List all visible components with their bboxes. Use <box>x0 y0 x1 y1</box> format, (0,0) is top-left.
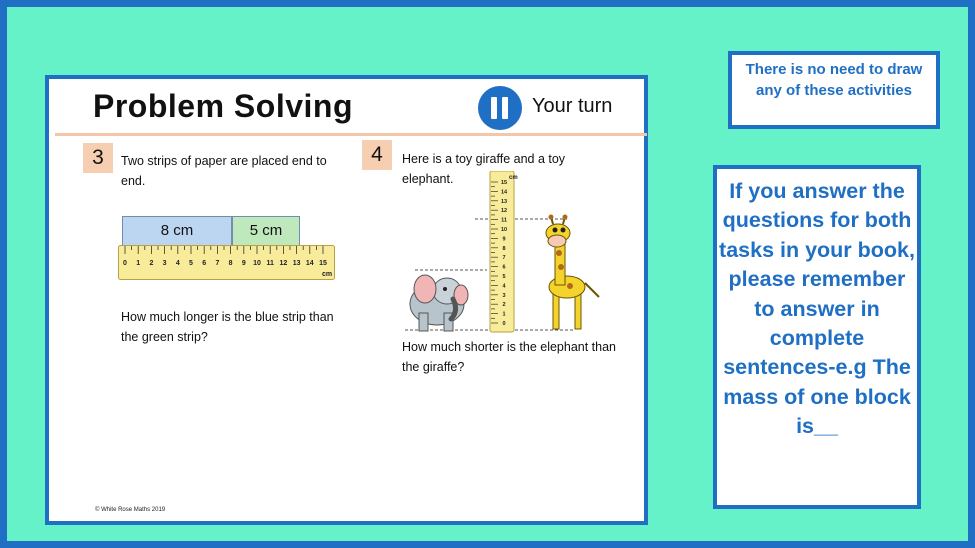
ruler-number: 2 <box>502 302 506 309</box>
ruler-number: 15 <box>319 260 327 267</box>
ruler-horizontal <box>118 245 336 281</box>
ruler-number: 13 <box>500 198 508 205</box>
page-title: Problem Solving <box>93 88 353 124</box>
green-strip: 5 cm <box>232 216 300 246</box>
elephant-icon <box>410 275 468 331</box>
ruler-number: 8 <box>228 260 233 267</box>
question-3-text: How much longer is the blue strip than the green strip? <box>121 310 334 344</box>
worksheet-panel <box>45 75 648 525</box>
your-turn-label: Your turn <box>532 95 613 117</box>
question-4-number: 4 <box>362 140 392 170</box>
ruler-number: 6 <box>502 264 506 271</box>
blue-strip: 8 cm <box>122 216 232 246</box>
ruler-number: 11 <box>266 260 274 267</box>
ruler-number: 14 <box>500 189 508 196</box>
copyright-footer: © White Rose Maths 2019 <box>95 507 166 513</box>
ruler-number: 4 <box>502 283 506 290</box>
vertical-ruler-unit: cm <box>509 175 518 181</box>
ruler-number: 4 <box>175 260 180 267</box>
ruler-number: 0 <box>123 260 127 267</box>
ruler-number: 8 <box>502 245 506 252</box>
ruler-number: 10 <box>253 260 261 267</box>
question-4-intro: Here is a toy giraffe and a toy elephant. <box>402 152 566 186</box>
ruler-number: 14 <box>305 260 314 267</box>
ruler-number: 7 <box>215 260 220 267</box>
question-4-text: How much shorter is the elephant than the giraffe? <box>402 340 617 374</box>
ruler-number: 9 <box>241 260 246 267</box>
ruler-number: 11 <box>501 217 507 224</box>
ruler-number: 9 <box>502 236 506 243</box>
pause-icon <box>478 86 522 130</box>
giraffe-icon <box>546 215 599 330</box>
ruler-unit: cm <box>322 271 333 278</box>
ruler-number: 12 <box>500 208 508 215</box>
ruler-number: 0 <box>502 321 506 327</box>
header-divider <box>55 133 647 136</box>
ruler-vertical <box>490 171 518 332</box>
complete-sentences-note: If you answer the questions for both tasks in your book, please remember to answer in complete sentences-e.g The mass of one block is__ <box>713 165 921 509</box>
ruler-number: 5 <box>502 274 506 280</box>
question-3-intro: Two strips of paper are placed end to end. <box>121 154 327 188</box>
ruler-number: 1 <box>136 260 141 267</box>
ruler-number: 2 <box>149 260 154 267</box>
ruler-number: 5 <box>189 260 193 267</box>
ruler-number: 1 <box>502 311 506 318</box>
ruler-number: 6 <box>202 260 207 267</box>
ruler-number: 10 <box>500 227 508 233</box>
ruler-number: 7 <box>502 255 506 262</box>
ruler-number: 3 <box>162 260 167 267</box>
question-3-number: 3 <box>83 143 113 173</box>
ruler-number: 15 <box>500 180 508 186</box>
ruler-number: 13 <box>292 260 301 267</box>
ruler-number: 3 <box>502 292 506 299</box>
ruler-number: 12 <box>279 260 288 267</box>
giraffe-elephant-illustration <box>395 171 605 341</box>
no-drawing-note: There is no need to draw any of these activities <box>728 51 940 129</box>
